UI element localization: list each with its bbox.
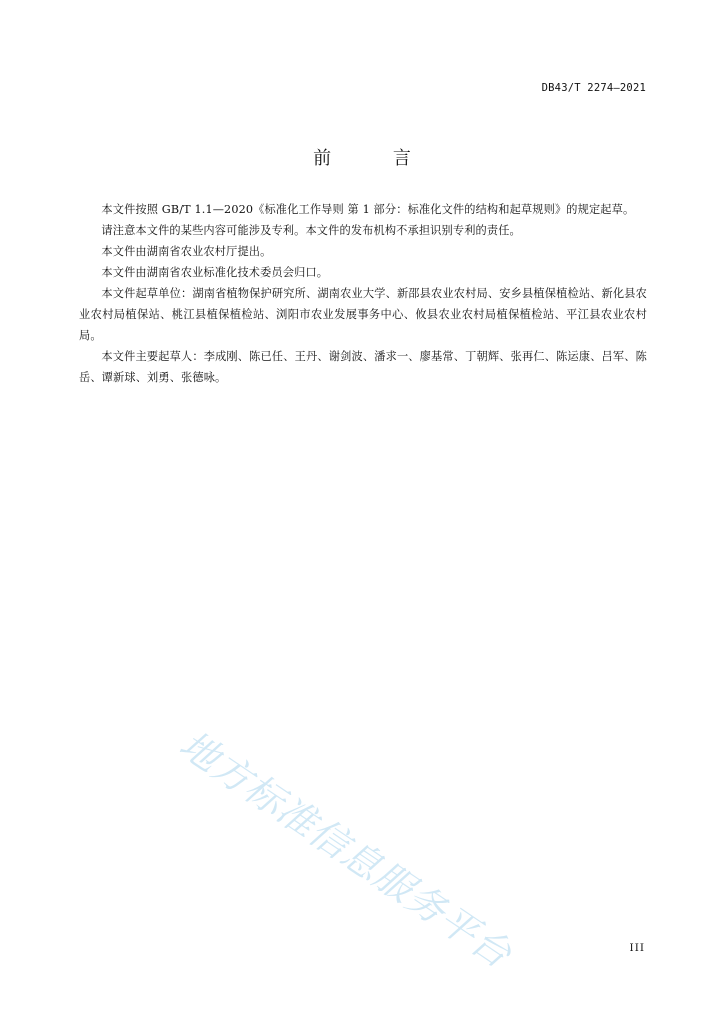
page-number: III <box>629 942 645 954</box>
paragraph-patent-notice: 请注意本文件的某些内容可能涉及专利。本文件的发布机构不承担识别专利的责任。 <box>101 224 521 237</box>
page-title: 前 言 <box>313 148 439 169</box>
document-code: DB43/T 2274—2021 <box>541 82 646 94</box>
paragraph-drafters: 本文件主要起草人：李成刚、陈已任、王丹、谢剑波、潘求一、廖基常、丁朝辉、张再仁、陈运康、吕军、陈岳、谭新球、刘勇、张德咏。 <box>79 350 647 384</box>
paragraph-drafting-rules: 本文件按照 GB/T 1.1—2020《标准化工作导则 第 1 部分：标准化文件的结构和起草规则》的规定起草。 <box>101 203 635 216</box>
foreword-body <box>79 199 647 388</box>
paragraph-drafting-units: 本文件起草单位：湖南省植物保护研究所、湖南农业大学、新邵县农业农村局、安乡县植保植检站、新化县农业农村局植保站、桃江县植保植检站、浏阳市农业发展事务中心、攸县农业农村局植保植检站、平江县农业农村局。 <box>79 287 647 342</box>
paragraph-proposer: 本文件由湖南省农业农村厅提出。 <box>101 245 272 258</box>
paragraph-committee: 本文件由湖南省农业标准化技术委员会归口。 <box>101 266 329 279</box>
watermark: 地方标准信息服务平台 <box>171 722 520 977</box>
